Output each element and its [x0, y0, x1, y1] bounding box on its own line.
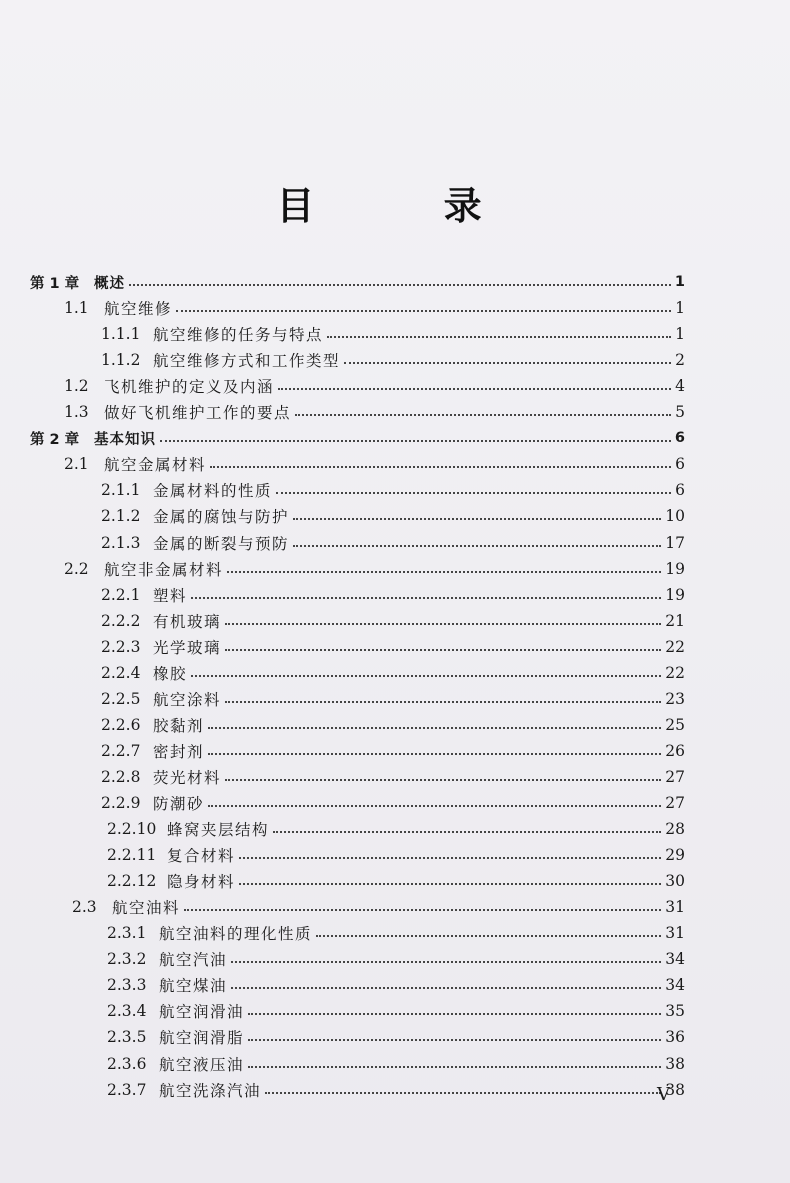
toc-entry-number: 2.2.6 [101, 715, 141, 734]
toc-entry-page: 34 [665, 950, 685, 969]
toc-entry-title: 隐身材料 [167, 873, 236, 892]
toc-entry-page: 27 [665, 767, 685, 786]
dot-leader [225, 701, 661, 703]
toc-entry-number: 1.2 [64, 377, 89, 396]
toc-entry-title: 航空涂料 [153, 690, 222, 709]
toc-entry [72, 894, 685, 920]
toc-entry-page: 2 [675, 351, 685, 370]
toc-entry [107, 998, 685, 1024]
toc-entry-number: 2.3.5 [107, 1028, 147, 1047]
toc-entry [101, 764, 685, 790]
dot-leader [225, 779, 661, 781]
toc-entry [30, 269, 685, 295]
toc-entry [107, 868, 685, 894]
toc-entry-page: 5 [675, 403, 685, 422]
toc-entry [107, 1051, 685, 1077]
dot-leader [239, 883, 661, 885]
toc-entry [64, 373, 685, 399]
toc-entry-page: 31 [665, 924, 685, 943]
toc-entry-number: 2.2 [64, 559, 89, 578]
toc-entry-number: 2.2.10 [107, 820, 157, 839]
toc-entry-page: 6 [675, 481, 685, 500]
toc-entry-title: 航空汽油 [159, 951, 228, 970]
toc-entry-number: 2.1.2 [101, 507, 141, 526]
dot-leader [344, 362, 671, 364]
toc-entry-number: 1.1.1 [101, 325, 141, 344]
toc-entry-page: 17 [665, 533, 685, 552]
toc-entry-number: 2.1.1 [101, 481, 141, 500]
toc-entry-number: 2.2.5 [101, 689, 141, 708]
toc-entry-page: 28 [665, 820, 685, 839]
toc-entry-title: 金属的腐蚀与防护 [153, 508, 290, 527]
dot-leader [295, 414, 671, 416]
toc-entry-title: 航空油料 [112, 899, 181, 918]
toc-entry [107, 816, 685, 842]
dot-leader [231, 961, 661, 963]
toc-entry-number: 2.3 [72, 898, 97, 917]
toc-entry-title: 复合材料 [167, 847, 236, 866]
toc-entry-title: 防潮砂 [153, 795, 205, 813]
dot-leader [225, 649, 661, 651]
dot-leader [208, 727, 661, 729]
toc-entry [107, 920, 685, 946]
toc-entry-number: 2.3.7 [107, 1080, 147, 1099]
page-folio: V [657, 1084, 670, 1105]
toc-entry-page: 35 [665, 1002, 685, 1021]
toc-entry-page: 1 [675, 325, 685, 344]
toc-entry-page: 10 [665, 507, 685, 526]
toc-entry-page: 19 [665, 585, 685, 604]
dot-leader [210, 466, 671, 468]
dot-leader [191, 675, 661, 677]
toc-entry-title: 航空液压油 [159, 1055, 245, 1074]
toc-entry-title: 有机玻璃 [153, 612, 222, 631]
toc-entry-page: 22 [665, 637, 685, 656]
toc-entry-number: 2.1 [64, 455, 89, 474]
toc-entry [101, 634, 685, 660]
toc-entry-title: 金属的断裂与预防 [153, 534, 290, 553]
dot-leader [265, 1092, 661, 1094]
dot-leader [208, 805, 661, 807]
dot-leader [191, 597, 661, 599]
toc-entry-page: 6 [674, 430, 685, 447]
toc-entry [107, 1077, 685, 1103]
toc-entry [101, 530, 685, 556]
toc-entry-title: 橡胶 [153, 664, 188, 683]
dot-leader [160, 440, 671, 442]
toc-entry [101, 712, 685, 738]
toc-entry-number: 2.3.3 [107, 976, 147, 995]
toc-entry-page: 34 [665, 976, 685, 995]
toc-entry-number: 2.3.2 [107, 950, 147, 969]
toc-entry-number: 2.2.1 [101, 585, 141, 604]
toc-entry [101, 347, 685, 373]
toc-entry [64, 556, 685, 582]
toc-entry-title: 蜂窝夹层结构 [167, 821, 270, 840]
toc-entry-title: 航空煤油 [159, 977, 228, 996]
dot-leader [316, 935, 661, 937]
dot-leader [273, 831, 661, 833]
toc-entry [107, 1024, 685, 1050]
toc-entry-number: 1.1 [64, 299, 89, 318]
toc-entry-page: 25 [665, 715, 685, 734]
toc-entry-number: 2.2.3 [101, 637, 141, 656]
toc-entry-number: 2.1.3 [101, 533, 141, 552]
toc-entry-number: 第 1 章 [30, 275, 80, 292]
toc-entry-number: 2.3.4 [107, 1002, 147, 1021]
toc-entry-page: 4 [675, 377, 685, 396]
dot-leader [227, 571, 661, 573]
toc-entry-page: 30 [665, 872, 685, 891]
dot-leader [327, 336, 671, 338]
dot-leader [239, 857, 661, 859]
toc-entry-title: 航空非金属材料 [104, 560, 224, 579]
toc-entry-title: 航空维修 [104, 300, 173, 319]
toc-entry-page: 36 [665, 1028, 685, 1047]
toc-entry-page: 1 [675, 299, 685, 318]
dot-leader [293, 518, 661, 520]
toc-entry-title: 做好飞机维护工作的要点 [104, 404, 292, 423]
toc-entry-page: 21 [665, 611, 685, 630]
toc-entry-title: 基本知识 [94, 431, 156, 448]
toc-entry [107, 972, 685, 998]
toc-entry [101, 790, 685, 816]
toc-entry [64, 295, 685, 321]
toc-entry-number: 2.2.7 [101, 741, 141, 760]
toc-entry-page: 23 [665, 689, 685, 708]
toc-entry-title: 密封剂 [153, 742, 205, 761]
toc-entry-page: 38 [665, 1054, 685, 1073]
toc-entry [101, 608, 685, 634]
dot-leader [293, 545, 661, 547]
toc-entry-number: 2.3.6 [107, 1054, 147, 1073]
toc-entry [101, 503, 685, 529]
toc-entry-number: 2.2.9 [101, 794, 141, 812]
toc-entry [101, 582, 685, 608]
toc-entry-number: 2.2.4 [101, 663, 141, 682]
dot-leader [208, 753, 661, 755]
toc-entry [101, 738, 685, 764]
dot-leader [248, 1066, 661, 1068]
toc-entry [107, 842, 685, 868]
toc-entry-title: 光学玻璃 [153, 638, 222, 657]
toc-entry-number: 第 2 章 [30, 431, 80, 448]
toc-entry [64, 399, 685, 425]
dot-leader [176, 310, 671, 312]
toc-entry-title: 航空润滑油 [159, 1003, 245, 1022]
toc-entry-title: 航空油料的理化性质 [159, 925, 313, 944]
toc-entry [101, 686, 685, 712]
dot-leader [225, 623, 661, 625]
dot-leader [231, 987, 661, 989]
toc-entry-page: 19 [665, 559, 685, 578]
dot-leader [276, 492, 671, 494]
dot-leader [129, 284, 671, 286]
toc-entry-title: 金属材料的性质 [153, 482, 273, 501]
toc-entry-title: 概述 [94, 275, 125, 292]
toc-entry-title: 塑料 [153, 586, 188, 605]
toc-entry-number: 1.1.2 [101, 351, 141, 370]
toc-entry [101, 477, 685, 503]
toc-entry [30, 425, 685, 451]
toc-entry-page: 1 [674, 274, 685, 290]
toc-entry-page: 27 [665, 794, 685, 812]
dot-leader [278, 388, 671, 390]
toc-entry-page: 6 [675, 455, 685, 474]
toc-entry-page: 26 [665, 741, 685, 760]
dot-leader [248, 1013, 661, 1015]
toc-entry [64, 451, 685, 477]
dot-leader [184, 909, 661, 911]
toc-entry-page: 31 [665, 898, 685, 917]
toc-entry-title: 航空维修方式和工作类型 [153, 352, 341, 371]
toc-entry-page: 22 [665, 663, 685, 682]
toc-entry-number: 2.2.12 [107, 872, 157, 891]
toc-entry-page: 29 [665, 846, 685, 865]
dot-leader [248, 1039, 661, 1041]
toc-entry [101, 321, 685, 347]
toc-entry-number: 1.3 [64, 403, 89, 422]
toc-entry-number: 2.2.8 [101, 767, 141, 786]
toc-entry-number: 2.2.11 [107, 846, 157, 865]
toc-entry-page: 38 [665, 1080, 685, 1099]
toc-entry-title: 航空维修的任务与特点 [153, 326, 324, 345]
toc-entry-title: 航空洗涤汽油 [159, 1081, 262, 1100]
toc-entry [101, 660, 685, 686]
toc-entry-title: 胶黏剂 [153, 716, 205, 735]
toc-entry-title: 飞机维护的定义及内涵 [104, 378, 275, 397]
page-title: 目 录 [276, 184, 540, 228]
toc-entry-title: 航空润滑脂 [159, 1029, 245, 1048]
toc-entry-title: 航空金属材料 [104, 456, 207, 475]
toc-entry-title: 荧光材料 [153, 768, 222, 787]
toc-entry-number: 2.2.2 [101, 611, 141, 630]
toc-entry-number: 2.3.1 [107, 924, 147, 943]
toc-entry [107, 946, 685, 972]
